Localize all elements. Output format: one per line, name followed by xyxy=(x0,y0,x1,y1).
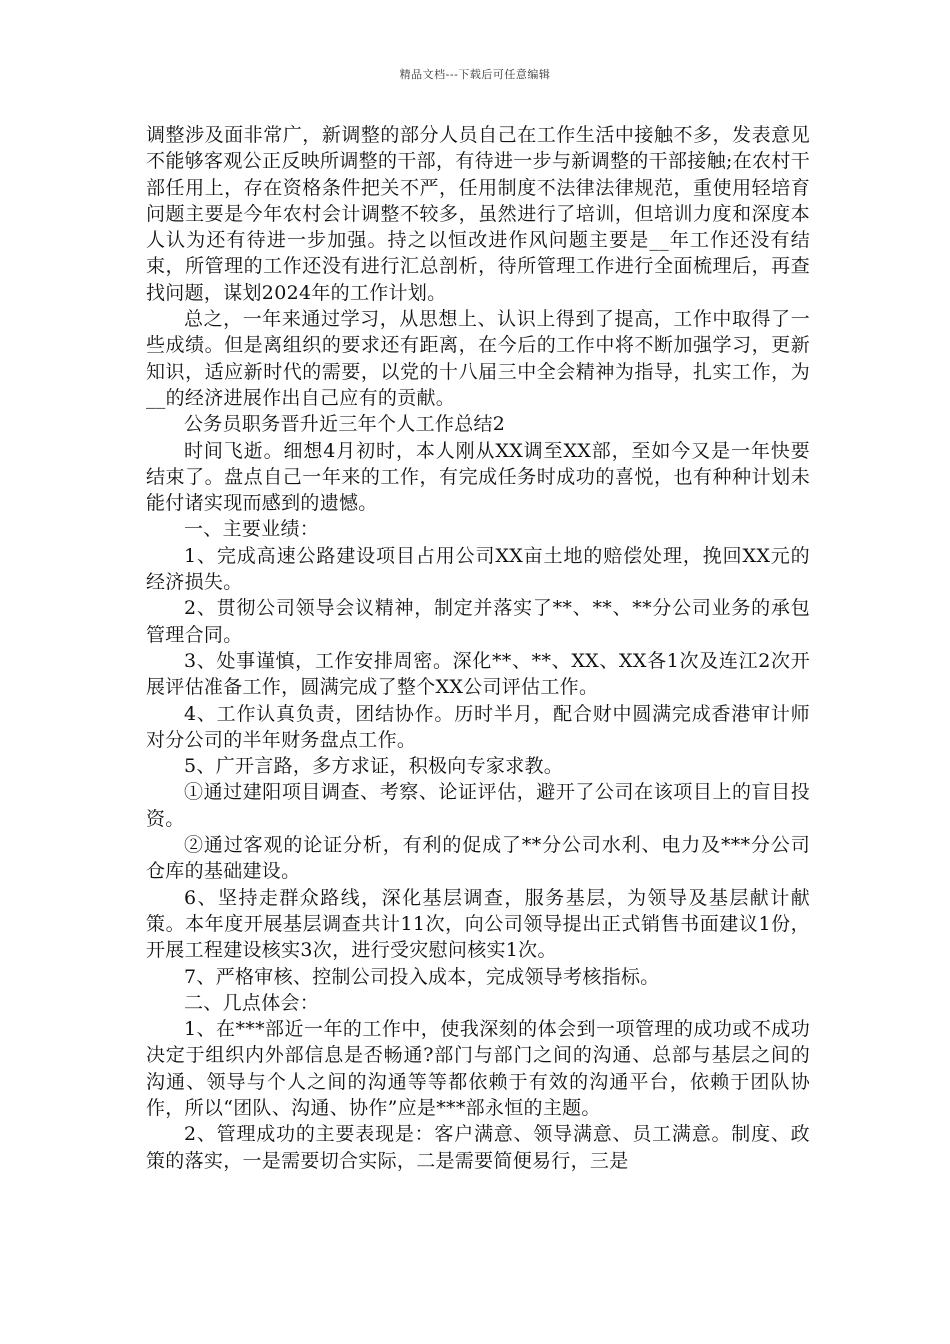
list-item: 1、在***部近一年的工作中，使我深刻的体会到一项管理的成功或不成功决定于组织内外部信息是否畅通?部门与部门之间的沟通、总部与基层之间的沟通、领导与个人之间的沟通等等都依赖于有效的沟通平台，依赖于团队协作，所以“团队、沟通、协作”应是***部永恒的主题。 xyxy=(146,1018,810,1119)
list-item: 4、工作认真负责，团结协作。历时半月，配合财中圆满完成香港审计师对分公司的半年财务盘点工作。 xyxy=(146,702,810,751)
section-title: 公务员职务晋升近三年个人工作总结2 xyxy=(184,413,506,436)
document-body xyxy=(146,122,810,1174)
section-heading: 二、几点体会： xyxy=(184,991,320,1014)
sub-list-item: ②通过客观的论证分析，有利的促成了**分公司水利、电力及***分公司仓库的基础建设。 xyxy=(146,834,810,883)
paragraph: 时间飞逝。细想4月初时，本人刚从XX调至XX部，至如今又是一年快要结束了。盘点自己一年来的工作，有完成任务时成功的喜悦，也有种种计划未能付诸实现而感到的遗憾。 xyxy=(146,439,810,515)
sub-list-item: ①通过建阳项目调查、考察、论证评估，避开了公司在该项目上的盲目投资。 xyxy=(146,781,810,830)
page-header: 精品文档---下载后可任意编辑 xyxy=(399,68,551,81)
paragraph: 总之，一年来通过学习，从思想上、认识上得到了提高，工作中取得了一些成绩。但是离组织的要求还有距离，在今后的工作中将不断加强学习，更新知识，适应新时代的需要，以党的十八届三中全会精神为指导，扎实工作，为__的经济进展作出自己应有的贡献。 xyxy=(146,308,810,409)
list-item: 6、坚持走群众路线，深化基层调查，服务基层，为领导及基层献计献策。本年度开展基层调查共计11次，向公司领导提出正式销售书面建议1份，开展工程建设核实3次，进行受灾慰问核实1次。 xyxy=(146,886,810,962)
list-item: 2、贯彻公司领导会议精神，制定并落实了**、**、**分公司业务的承包管理合同。 xyxy=(146,597,810,646)
list-item: 2、管理成功的主要表现是：客户满意、领导满意、员工满意。制度、政策的落实，一是需要切合实际，二是需要简便易行，三是 xyxy=(146,1123,810,1172)
section-heading: 一、主要业绩： xyxy=(184,518,320,541)
list-item: 3、处事谨慎，工作安排周密。深化**、**、XX、XX各1次及连江2次开展评估准备工作，圆满完成了整个XX公司评估工作。 xyxy=(146,649,810,699)
list-item: 7、严格审核、控制公司投入成本，完成领导考核指标。 xyxy=(184,965,660,988)
list-item: 1、完成高速公路建设项目占用公司XX亩土地的赔偿处理，挽回XX元的经济损失。 xyxy=(146,544,810,594)
list-item: 5、广开言路，多方求证，积极向专家求教。 xyxy=(184,755,564,778)
paragraph: 调整涉及面非常广，新调整的部分人员自己在工作生活中接触不多，发表意见不能够客观公正反映所调整的干部，有待进一步与新调整的干部接触;在农村干部任用上，存在资格条件把关不严，任用制度不法律法律规范，重使用轻培育问题主要是今年农村会计调整不较多，虽然进行了培训，但培训力度和深度本人认为还有待进一步加强。持之以恒改进作风问题主要是__年工作还没有结束，所管理的工作还没有进行汇总剖析，待所管理工作进行全面梳理后，再查找问题，谋划2024年的工作计划。 xyxy=(146,124,810,304)
